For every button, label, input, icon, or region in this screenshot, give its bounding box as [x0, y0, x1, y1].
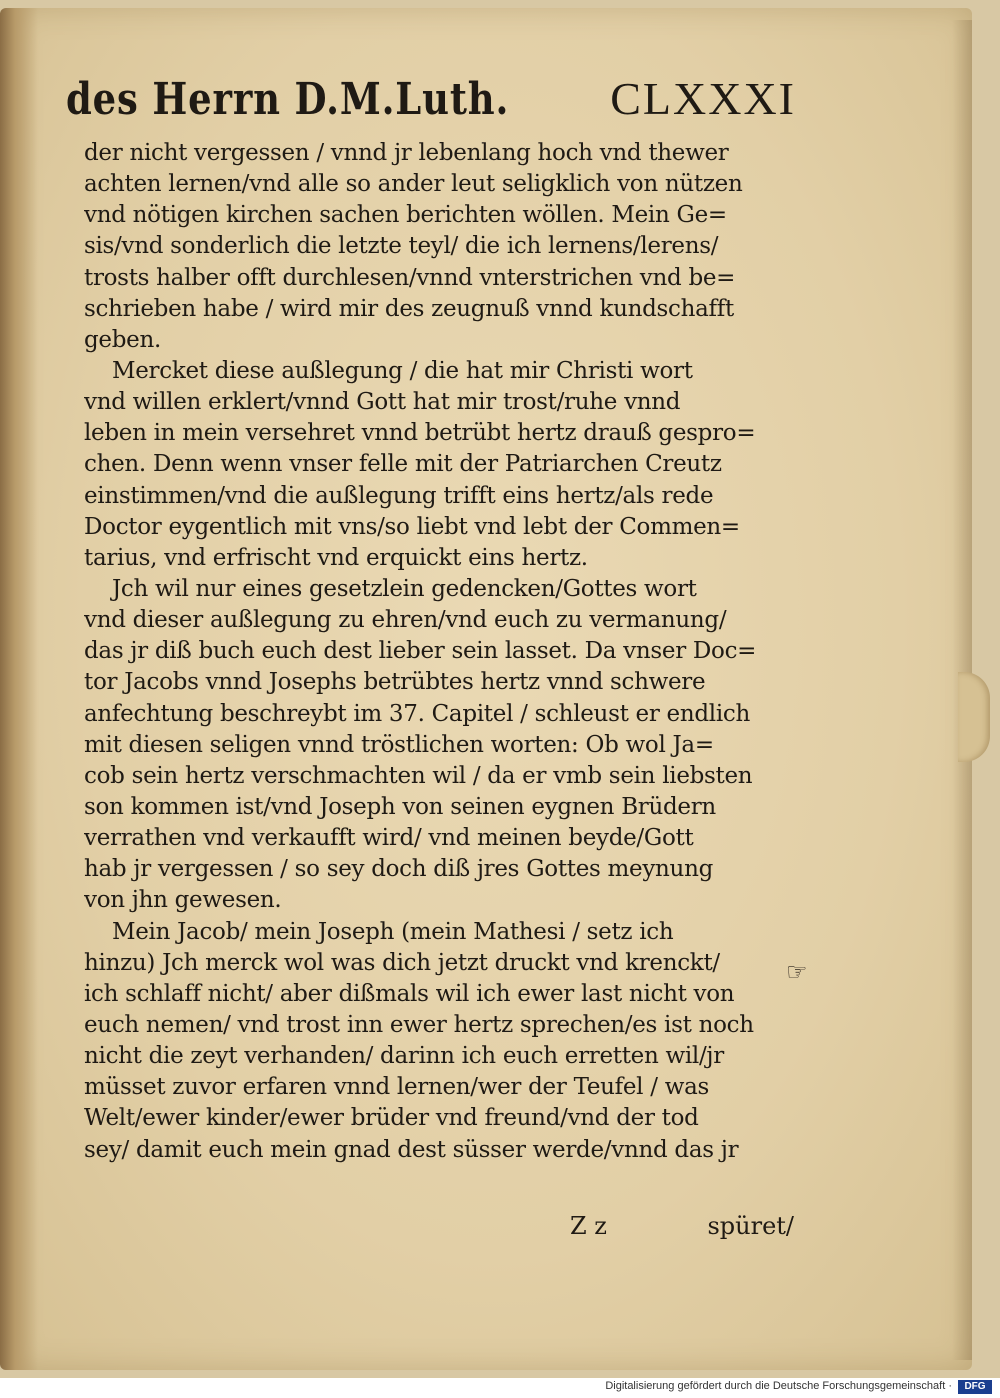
body-text — [84, 138, 804, 1166]
text-line: tarius, vnd erfrischt vnd erquickt eins hertz. — [84, 544, 588, 571]
text-line: nicht die zeyt verhanden/ darinn ich euch erretten wil/jr — [84, 1043, 724, 1070]
text-line: vnd nötigen kirchen sachen berichten wöllen. Mein Ge= — [84, 202, 727, 229]
binding-gutter — [0, 8, 38, 1370]
text-line: sey/ damit euch mein gnad dest süsser werde/vnnd das jr — [84, 1136, 739, 1163]
text-line: verrathen vnd verkaufft wird/ vnd meinen beyde/Gott — [84, 825, 694, 852]
text-line: chen. Denn wenn vnser felle mit der Patriarchen Creutz — [84, 451, 722, 478]
running-title: des Herrn D.M.Luth. — [66, 74, 510, 125]
text-line: hab jr vergessen / so sey doch diß jres Gottes meynung — [84, 856, 714, 883]
dfg-logo: DFG — [958, 1380, 992, 1394]
text-line: einstimmen/vnd die außlegung trifft eins hertz/als rede — [84, 482, 714, 509]
text-line: mit diesen seligen vnnd tröstlichen worten: Ob wol Ja= — [84, 731, 714, 758]
text-line: der nicht vergessen / vnnd jr lebenlang hoch vnd thewer — [84, 140, 729, 166]
text-line: schrieben habe / wird mir des zeugnuß vnnd kundschafft — [84, 295, 734, 322]
text-line: anfechtung beschreybt im 37. Capitel / schleust er endlich — [84, 700, 750, 727]
text-line: Jch wil nur eines gesetzlein gedencken/Gottes wort — [112, 575, 697, 602]
text-line: ich schlaff nicht/ aber dißmals wil ich ewer last nicht von — [84, 980, 735, 1007]
page-edge-tab — [958, 672, 990, 762]
text-line: Mein Jacob/ mein Joseph (mein Mathesi / setz ich — [112, 918, 674, 945]
marginal-hand-icon: ☞ — [786, 958, 808, 986]
text-line: vnd willen erklert/vnnd Gott hat mir trost/ruhe vnnd — [84, 389, 681, 416]
catchword: spüret/ — [707, 1212, 794, 1240]
signature-mark: Z z — [570, 1212, 607, 1240]
text-line: das jr diß buch euch dest lieber sein lasset. Da vnser Doc= — [84, 638, 757, 665]
text-line: sis/vnd sonderlich die letzte teyl/ die ich lernens/lerens/ — [84, 233, 719, 260]
text-line: cob sein hertz verschmachten wil / da er vmb sein liebsten — [84, 762, 753, 789]
text-line: tor Jacobs vnnd Josephs betrübtes hertz vnnd schwere — [84, 669, 706, 696]
text-line: von jhn gewesen. — [84, 887, 282, 914]
text-line: trosts halber offt durchlesen/vnnd vnterstrichen vnd be= — [84, 264, 736, 291]
funding-credit: Digitalisierung gefördert durch die Deutsche Forschungsgemeinschaft · — [605, 1380, 952, 1392]
text-line: leben in mein versehret vnnd betrübt hertz drauß gespro= — [84, 420, 756, 447]
text-line: euch nemen/ vnd trost inn ewer hertz sprechen/es ist noch — [84, 1011, 754, 1038]
text-line: müsset zuvor erfaren vnnd lernen/wer der Teufel / was — [84, 1074, 710, 1101]
text-line: Doctor eygentlich mit vns/so liebt vnd lebt der Commen= — [84, 513, 740, 540]
text-line: geben. — [84, 326, 161, 353]
page-foot — [84, 1212, 794, 1252]
text-line: hinzu) Jch merck wol was dich jetzt druckt vnd krenckt/ — [84, 949, 720, 976]
page-header — [66, 70, 796, 140]
text-line: son kommen ist/vnd Joseph von seinen eygnen Brüdern — [84, 793, 716, 820]
folio-number: CLXXXI — [610, 73, 796, 124]
text-line: achten lernen/vnd alle so ander leut seligklich von nützen — [84, 171, 743, 198]
text-line: vnd dieser außlegung zu ehren/vnd euch zu vermanung/ — [84, 607, 727, 634]
text-line: Welt/ewer kinder/ewer brüder vnd freund/vnd der tod — [84, 1105, 699, 1132]
text-line: Mercket diese außlegung / die hat mir Christi wort — [112, 357, 693, 384]
